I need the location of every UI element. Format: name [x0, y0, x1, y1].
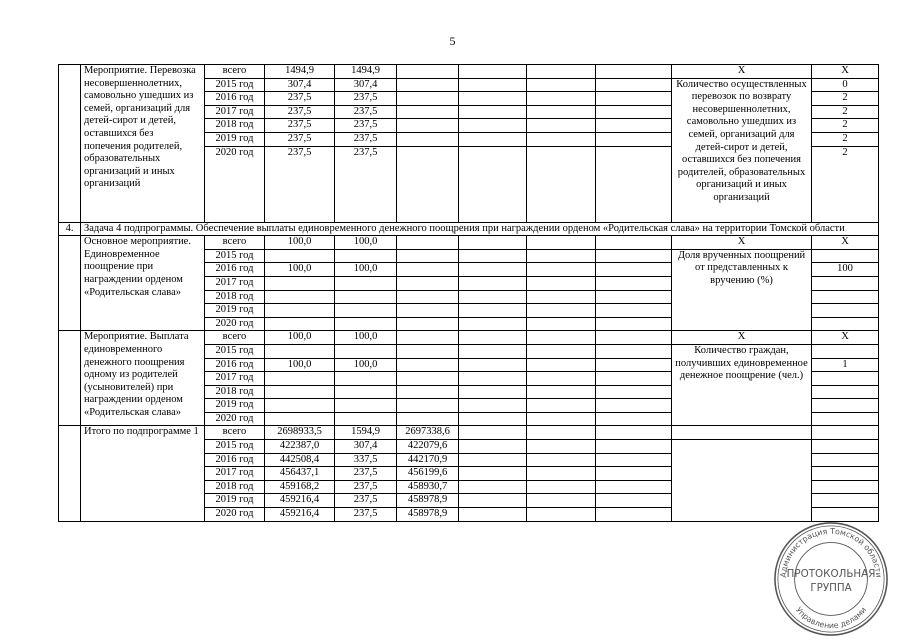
year-cell: 2020 год — [205, 412, 265, 426]
empty-cell — [459, 412, 527, 426]
regional-budget-cell — [335, 412, 397, 426]
empty-cell — [527, 132, 596, 146]
empty-cell — [459, 508, 527, 522]
year-cell: 2018 год — [205, 385, 265, 399]
empty-cell — [527, 358, 596, 372]
target-value-cell: 100 — [812, 263, 879, 277]
empty-cell — [459, 494, 527, 508]
target-value-cell: 2 — [812, 119, 879, 133]
indicator-x — [672, 426, 812, 440]
empty-cell — [596, 508, 672, 522]
target-value-cell — [812, 440, 879, 454]
task-row — [59, 222, 879, 236]
target-value-cell: 0 — [812, 78, 879, 92]
other-source-cell — [397, 92, 459, 106]
empty-cell — [596, 317, 672, 331]
empty-cell — [527, 412, 596, 426]
empty-cell — [459, 331, 527, 345]
protocol-group-stamp — [772, 520, 890, 638]
empty-cell — [527, 385, 596, 399]
year-cell: 2015 год — [205, 78, 265, 92]
indicator-name: Доля врученных поощрений от представленных к вручению (%) — [672, 249, 812, 331]
total-cell: 422387,0 — [265, 440, 335, 454]
empty-cell — [459, 344, 527, 358]
total-cell — [265, 385, 335, 399]
empty-cell — [596, 331, 672, 345]
empty-cell — [527, 263, 596, 277]
row-number-cell — [59, 426, 81, 521]
year-cell: 2016 год — [205, 453, 265, 467]
target-value-cell — [812, 399, 879, 413]
measure-name: Мероприятие. Перевозка несовершеннолетних, самовольно ушедших из семей, организаций для детей-сирот и детей, оставшихся без попечения родителей, образовательных организаций и иных организаций — [81, 65, 205, 223]
measure-name: Мероприятие. Выплата единовременного денежного поощрения одному из родителей (усыновителей) при награждении орденом «Родительская слава» — [81, 331, 205, 426]
year-cell: 2018 год — [205, 290, 265, 304]
empty-cell — [596, 399, 672, 413]
empty-cell — [596, 494, 672, 508]
regional-budget-cell: 237,5 — [335, 92, 397, 106]
table-row — [59, 65, 879, 79]
empty-cell — [527, 78, 596, 92]
total-cell: 459168,2 — [265, 480, 335, 494]
target-value-cell — [812, 385, 879, 399]
target-value-cell — [812, 317, 879, 331]
empty-cell — [459, 276, 527, 290]
total-cell — [265, 344, 335, 358]
regional-budget-cell: 1494,9 — [335, 65, 397, 79]
year-cell: 2015 год — [205, 440, 265, 454]
year-cell: 2020 год — [205, 146, 265, 222]
target-value-cell — [812, 372, 879, 386]
other-source-cell — [397, 78, 459, 92]
target-value-cell: Х — [812, 236, 879, 250]
target-value-cell — [812, 276, 879, 290]
total-cell: 237,5 — [265, 105, 335, 119]
empty-cell — [527, 480, 596, 494]
stamp-ring-bottom-text: Управление делами — [793, 605, 869, 631]
total-cell — [265, 249, 335, 263]
other-source-cell: 458978,9 — [397, 494, 459, 508]
empty-cell — [596, 78, 672, 92]
total-cell: 100,0 — [265, 236, 335, 250]
indicator-x: Х — [672, 236, 812, 250]
empty-cell — [596, 358, 672, 372]
year-cell: 2019 год — [205, 132, 265, 146]
measure-name: Основное мероприятие. Единовременное поощрение при награждении орденом «Родительская слава» — [81, 236, 205, 331]
empty-cell — [527, 119, 596, 133]
target-value-cell — [812, 426, 879, 440]
regional-budget-cell: 237,5 — [335, 480, 397, 494]
empty-cell — [527, 276, 596, 290]
total-cell: 459216,4 — [265, 494, 335, 508]
year-cell: 2016 год — [205, 358, 265, 372]
other-source-cell — [397, 358, 459, 372]
other-source-cell: 2697338,6 — [397, 426, 459, 440]
empty-cell — [596, 276, 672, 290]
empty-cell — [459, 65, 527, 79]
year-cell: 2019 год — [205, 494, 265, 508]
empty-cell — [596, 440, 672, 454]
empty-cell — [459, 132, 527, 146]
empty-cell — [459, 263, 527, 277]
empty-cell — [459, 372, 527, 386]
empty-cell — [596, 249, 672, 263]
total-cell — [265, 399, 335, 413]
target-value-cell — [812, 412, 879, 426]
stamp-ring-top-text: Администрация Томской области — [778, 526, 884, 578]
year-cell: 2017 год — [205, 372, 265, 386]
year-cell: всего — [205, 236, 265, 250]
empty-cell — [527, 494, 596, 508]
other-source-cell — [397, 65, 459, 79]
empty-cell — [527, 344, 596, 358]
regional-budget-cell: 237,5 — [335, 494, 397, 508]
total-cell: 307,4 — [265, 78, 335, 92]
year-cell: 2015 год — [205, 344, 265, 358]
year-cell: 2020 год — [205, 508, 265, 522]
empty-cell — [527, 105, 596, 119]
empty-cell — [459, 426, 527, 440]
empty-cell — [527, 236, 596, 250]
other-source-cell — [397, 276, 459, 290]
total-cell: 237,5 — [265, 146, 335, 222]
other-source-cell — [397, 412, 459, 426]
total-cell: 100,0 — [265, 358, 335, 372]
regional-budget-cell — [335, 317, 397, 331]
empty-cell — [596, 132, 672, 146]
total-cell — [265, 412, 335, 426]
target-value-cell: 1 — [812, 358, 879, 372]
empty-cell — [596, 344, 672, 358]
regional-budget-cell: 1594,9 — [335, 426, 397, 440]
regional-budget-cell — [335, 304, 397, 318]
total-cell — [265, 317, 335, 331]
empty-cell — [596, 426, 672, 440]
total-cell: 100,0 — [265, 331, 335, 345]
empty-cell — [459, 399, 527, 413]
target-value-cell: Х — [812, 331, 879, 345]
year-cell: 2018 год — [205, 119, 265, 133]
empty-cell — [596, 372, 672, 386]
other-source-cell: 442170,9 — [397, 453, 459, 467]
indicator-name: Количество граждан, получивших единовременное денежное поощрение (чел.) — [672, 344, 812, 426]
year-cell: 2017 год — [205, 276, 265, 290]
other-source-cell — [397, 344, 459, 358]
regional-budget-cell — [335, 276, 397, 290]
empty-cell — [459, 480, 527, 494]
year-cell: 2016 год — [205, 92, 265, 106]
row-number-cell — [59, 236, 81, 331]
other-source-cell — [397, 290, 459, 304]
other-source-cell: 422079,6 — [397, 440, 459, 454]
table-row — [59, 426, 879, 440]
page-number: 5 — [449, 34, 456, 48]
regional-budget-cell — [335, 385, 397, 399]
table-row — [59, 331, 879, 345]
year-cell: всего — [205, 65, 265, 79]
total-cell — [265, 276, 335, 290]
other-source-cell — [397, 385, 459, 399]
indicator-name: Количество осуществленных перевозок по возврату несовершеннолетних, самовольно ушедших из семей, организаций для детей-сирот и детей, оставшихся без попечения родителей, образовательных организаций и иных организаций — [672, 78, 812, 222]
total-cell — [265, 290, 335, 304]
regional-budget-cell: 100,0 — [335, 263, 397, 277]
empty-cell — [459, 105, 527, 119]
empty-cell — [596, 119, 672, 133]
empty-cell — [459, 453, 527, 467]
target-value-cell — [812, 304, 879, 318]
empty-cell — [459, 236, 527, 250]
other-source-cell — [397, 263, 459, 277]
empty-cell — [459, 317, 527, 331]
regional-budget-cell: 100,0 — [335, 358, 397, 372]
empty-cell — [596, 412, 672, 426]
year-cell: всего — [205, 331, 265, 345]
empty-cell — [459, 440, 527, 454]
empty-cell — [596, 236, 672, 250]
year-cell: 2015 год — [205, 249, 265, 263]
empty-cell — [527, 440, 596, 454]
empty-cell — [459, 358, 527, 372]
task-number: 4. — [59, 222, 81, 236]
target-value-cell — [812, 344, 879, 358]
target-value-cell — [812, 290, 879, 304]
regional-budget-cell: 307,4 — [335, 78, 397, 92]
indicator-name — [672, 440, 812, 522]
stamp-center-line2: ГРУППА — [810, 581, 852, 594]
empty-cell — [527, 331, 596, 345]
empty-cell — [459, 304, 527, 318]
other-source-cell — [397, 236, 459, 250]
other-source-cell — [397, 399, 459, 413]
total-cell — [265, 372, 335, 386]
regional-budget-cell: 237,5 — [335, 132, 397, 146]
year-cell: 2018 год — [205, 480, 265, 494]
empty-cell — [596, 304, 672, 318]
regional-budget-cell: 237,5 — [335, 467, 397, 481]
total-cell: 456437,1 — [265, 467, 335, 481]
empty-cell — [459, 119, 527, 133]
empty-cell — [459, 385, 527, 399]
empty-cell — [527, 304, 596, 318]
year-cell: 2017 год — [205, 467, 265, 481]
indicator-x: Х — [672, 65, 812, 79]
empty-cell — [459, 78, 527, 92]
target-value-cell — [812, 480, 879, 494]
year-cell: 2016 год — [205, 263, 265, 277]
other-source-cell — [397, 105, 459, 119]
year-cell: 2019 год — [205, 399, 265, 413]
other-source-cell: 456199,6 — [397, 467, 459, 481]
row-number-cell — [59, 65, 81, 223]
empty-cell — [596, 263, 672, 277]
empty-cell — [527, 467, 596, 481]
empty-cell — [459, 92, 527, 106]
table-row — [59, 236, 879, 250]
table-body — [59, 65, 879, 522]
stamp-center-line1: ПРОТОКОЛЬНАЯ — [786, 568, 876, 581]
regional-budget-cell: 307,4 — [335, 440, 397, 454]
other-source-cell: 458978,9 — [397, 508, 459, 522]
other-source-cell — [397, 331, 459, 345]
program-table — [58, 64, 879, 522]
target-value-cell: 2 — [812, 146, 879, 222]
regional-budget-cell: 337,5 — [335, 453, 397, 467]
empty-cell — [527, 249, 596, 263]
other-source-cell — [397, 372, 459, 386]
target-value-cell — [812, 494, 879, 508]
regional-budget-cell: 237,5 — [335, 146, 397, 222]
empty-cell — [596, 480, 672, 494]
empty-cell — [527, 453, 596, 467]
target-value-cell: Х — [812, 65, 879, 79]
target-value-cell: 2 — [812, 132, 879, 146]
total-cell: 237,5 — [265, 132, 335, 146]
empty-cell — [459, 290, 527, 304]
empty-cell — [527, 65, 596, 79]
total-cell — [265, 304, 335, 318]
empty-cell — [527, 508, 596, 522]
year-cell: 2020 год — [205, 317, 265, 331]
year-cell: всего — [205, 426, 265, 440]
other-source-cell — [397, 132, 459, 146]
regional-budget-cell — [335, 344, 397, 358]
other-source-cell — [397, 304, 459, 318]
year-cell: 2019 год — [205, 304, 265, 318]
regional-budget-cell: 237,5 — [335, 119, 397, 133]
empty-cell — [527, 317, 596, 331]
empty-cell — [459, 146, 527, 222]
empty-cell — [596, 290, 672, 304]
empty-cell — [596, 453, 672, 467]
other-source-cell — [397, 249, 459, 263]
empty-cell — [459, 467, 527, 481]
empty-cell — [596, 92, 672, 106]
total-cell: 459216,4 — [265, 508, 335, 522]
other-source-cell — [397, 119, 459, 133]
total-cell: 237,5 — [265, 119, 335, 133]
other-source-cell: 458930,7 — [397, 480, 459, 494]
total-cell: 2698933,5 — [265, 426, 335, 440]
total-cell: 237,5 — [265, 92, 335, 106]
empty-cell — [527, 426, 596, 440]
empty-cell — [596, 385, 672, 399]
target-value-cell — [812, 467, 879, 481]
empty-cell — [527, 399, 596, 413]
empty-cell — [596, 65, 672, 79]
empty-cell — [596, 467, 672, 481]
empty-cell — [527, 146, 596, 222]
target-value-cell — [812, 453, 879, 467]
regional-budget-cell — [335, 399, 397, 413]
total-cell: 442508,4 — [265, 453, 335, 467]
empty-cell — [527, 372, 596, 386]
empty-cell — [596, 105, 672, 119]
regional-budget-cell: 100,0 — [335, 236, 397, 250]
year-cell: 2017 год — [205, 105, 265, 119]
regional-budget-cell — [335, 249, 397, 263]
regional-budget-cell — [335, 290, 397, 304]
regional-budget-cell — [335, 372, 397, 386]
total-cell: 1494,9 — [265, 65, 335, 79]
regional-budget-cell: 100,0 — [335, 331, 397, 345]
row-number-cell — [59, 331, 81, 426]
regional-budget-cell: 237,5 — [335, 508, 397, 522]
indicator-x: Х — [672, 331, 812, 345]
target-value-cell — [812, 249, 879, 263]
regional-budget-cell: 237,5 — [335, 105, 397, 119]
empty-cell — [459, 249, 527, 263]
other-source-cell — [397, 146, 459, 222]
target-value-cell: 2 — [812, 105, 879, 119]
measure-name: Итого по подпрограмме 1 — [81, 426, 205, 521]
total-cell: 100,0 — [265, 263, 335, 277]
task-text: Задача 4 подпрограммы. Обеспечение выплаты единовременного денежного поощрения при награждении орденом «Родительская слава» на территории Томской области — [81, 222, 879, 236]
empty-cell — [596, 146, 672, 222]
other-source-cell — [397, 317, 459, 331]
empty-cell — [527, 290, 596, 304]
empty-cell — [527, 92, 596, 106]
target-value-cell: 2 — [812, 92, 879, 106]
